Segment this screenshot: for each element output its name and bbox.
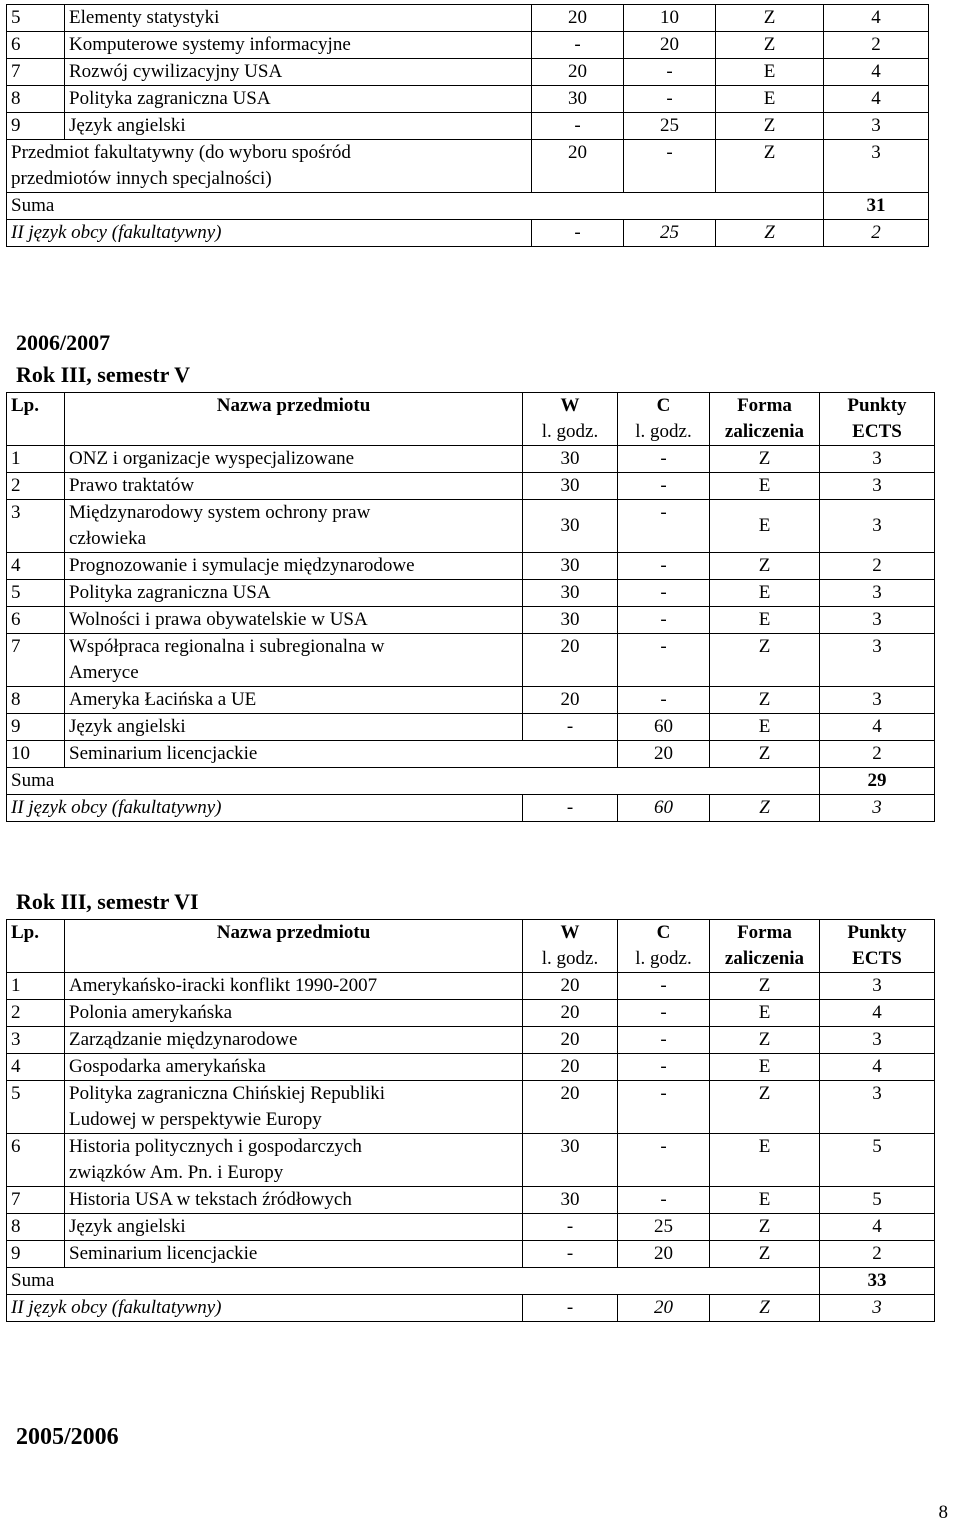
page-number: 8	[938, 1502, 948, 1523]
class-hours: -	[618, 687, 710, 714]
header-points-line: ECTS	[852, 948, 902, 969]
table-row	[7, 1081, 935, 1134]
table-previous-semester	[6, 4, 929, 247]
assessment-form: Z	[710, 553, 820, 580]
lecture-hours: 20	[532, 59, 624, 86]
row-number: 8	[7, 687, 65, 714]
assessment-form: E	[710, 500, 820, 553]
header-form-line: Forma	[737, 395, 792, 416]
sum-row	[7, 193, 929, 220]
table-semester-v	[6, 392, 935, 822]
header-points-line: Punkty	[847, 395, 907, 416]
row-number: 7	[7, 634, 65, 687]
subject-name: Rozwój cywilizacyjny USA	[65, 59, 532, 86]
header-form	[710, 393, 820, 446]
header-lp: Lp.	[7, 920, 65, 973]
lecture-hours: 20	[532, 5, 624, 32]
table-header	[7, 393, 935, 446]
class-hours: -	[618, 1081, 710, 1134]
subject-name: Język angielski	[65, 1214, 523, 1241]
ects-points: 3	[824, 113, 929, 140]
subject-name: Polonia amerykańska	[65, 1000, 523, 1027]
row-number: 4	[7, 1054, 65, 1081]
row-number: 7	[7, 1187, 65, 1214]
ects-points: 4	[824, 59, 929, 86]
lecture-hours: 30	[523, 1134, 618, 1187]
semester-vi-heading: Rok III, semestr VI	[16, 889, 199, 914]
header-lp: Lp.	[7, 393, 65, 446]
lecture-hours: 30	[532, 86, 624, 113]
table-row	[7, 5, 929, 32]
header-class-label: C	[656, 395, 671, 416]
assessment-form: Z	[710, 973, 820, 1000]
class-hours: 60	[618, 714, 710, 741]
subject-name: II język obcy (fakultatywny)	[7, 795, 523, 822]
assessment-form: Z	[710, 741, 820, 768]
lecture-hours: 20	[523, 1027, 618, 1054]
row-number: 8	[7, 1214, 65, 1241]
header-form	[710, 920, 820, 973]
ects-points: 3	[820, 607, 935, 634]
table-header	[7, 920, 935, 973]
row-number: 2	[7, 1000, 65, 1027]
ects-points: 4	[820, 1000, 935, 1027]
second-language-row	[7, 1295, 935, 1322]
header-lecture-unit: l. godz.	[541, 948, 599, 969]
lecture-hours: -	[523, 795, 618, 822]
class-hours: -	[618, 580, 710, 607]
assessment-form: E	[710, 1000, 820, 1027]
assessment-form: E	[716, 59, 824, 86]
lecture-hours: -	[523, 1214, 618, 1241]
assessment-form: Z	[710, 1081, 820, 1134]
class-hours: 20	[624, 32, 716, 59]
row-number: 6	[7, 32, 65, 59]
subject-name	[7, 140, 532, 193]
assessment-form: E	[710, 473, 820, 500]
header-lecture-label: W	[560, 395, 580, 416]
subject-name-line: Polityka zagraniczna Chińskiej Republiki	[69, 1083, 386, 1104]
assessment-form: Z	[716, 113, 824, 140]
header-form-line: zaliczenia	[724, 421, 805, 442]
class-hours: -	[618, 446, 710, 473]
row-number: 5	[7, 580, 65, 607]
lecture-hours: -	[523, 1241, 618, 1268]
ects-points: 3	[824, 140, 929, 193]
header-points-line: Punkty	[847, 922, 907, 943]
assessment-form: E	[716, 86, 824, 113]
semester-v-heading: Rok III, semestr V	[16, 362, 190, 387]
assessment-form: E	[710, 1187, 820, 1214]
header-lecture-unit: l. godz.	[541, 421, 599, 442]
subject-name: Komputerowe systemy informacyjne	[65, 32, 532, 59]
lecture-hours: 30	[523, 580, 618, 607]
table-row	[7, 1241, 935, 1268]
subject-name: Język angielski	[65, 714, 523, 741]
class-hours: -	[618, 607, 710, 634]
header-form-line: Forma	[737, 922, 792, 943]
class-hours: -	[618, 1054, 710, 1081]
lecture-hours: 30	[523, 473, 618, 500]
lecture-hours: -	[523, 714, 618, 741]
assessment-form: E	[710, 580, 820, 607]
ects-points: 3	[820, 634, 935, 687]
subject-name: Seminarium licencjackie	[65, 741, 618, 768]
ects-points: 4	[820, 714, 935, 741]
lecture-hours: 30	[523, 607, 618, 634]
ects-points: 3	[820, 446, 935, 473]
assessment-form: Z	[710, 1214, 820, 1241]
subject-name	[65, 1134, 523, 1187]
row-number: 9	[7, 714, 65, 741]
row-number: 6	[7, 607, 65, 634]
assessment-form: Z	[710, 687, 820, 714]
subject-name: ONZ i organizacje wyspecjalizowane	[65, 446, 523, 473]
ects-points: 5	[820, 1187, 935, 1214]
row-number: 1	[7, 973, 65, 1000]
class-hours: -	[618, 500, 710, 553]
sum-row	[7, 1268, 935, 1295]
header-form-line: zaliczenia	[724, 948, 805, 969]
class-hours: 20	[618, 1241, 710, 1268]
table-row	[7, 473, 935, 500]
subject-name: Prawo traktatów	[65, 473, 523, 500]
class-hours: -	[624, 140, 716, 193]
subject-name-line: Międzynarodowy system ochrony praw	[69, 502, 371, 523]
row-number: 2	[7, 473, 65, 500]
ects-points: 3	[820, 500, 935, 553]
row-number: 5	[7, 1081, 65, 1134]
class-hours: -	[618, 473, 710, 500]
assessment-form: Z	[716, 5, 824, 32]
subject-name-line: Ameryce	[69, 662, 139, 683]
table-row	[7, 500, 935, 553]
sum-value: 31	[824, 193, 929, 220]
lecture-hours: -	[532, 113, 624, 140]
assessment-form: Z	[716, 140, 824, 193]
class-hours: -	[618, 634, 710, 687]
assessment-form: Z	[710, 1295, 820, 1322]
header-class-unit: l. godz.	[635, 948, 692, 969]
row-number: 1	[7, 446, 65, 473]
subject-name-line: Historia politycznych i gospodarczych	[69, 1136, 362, 1157]
assessment-form: E	[710, 714, 820, 741]
table-row-elective	[7, 140, 929, 193]
row-number: 7	[7, 59, 65, 86]
ects-points: 2	[820, 1241, 935, 1268]
table-row	[7, 1134, 935, 1187]
subject-name-line: Współpraca regionalna i subregionalna w	[69, 636, 385, 657]
ects-points: 4	[824, 86, 929, 113]
subject-name-line: Ludowej w perspektywie Europy	[69, 1109, 322, 1130]
row-number: 8	[7, 86, 65, 113]
ects-points: 3	[820, 795, 935, 822]
row-number: 5	[7, 5, 65, 32]
table-row	[7, 86, 929, 113]
sum-value: 29	[820, 768, 935, 795]
header-class-label: C	[656, 922, 671, 943]
assessment-form: Z	[710, 446, 820, 473]
class-hours: 60	[618, 795, 710, 822]
assessment-form: Z	[710, 795, 820, 822]
ects-points: 3	[820, 580, 935, 607]
lecture-hours: 20	[523, 1081, 618, 1134]
table-semester-vi	[6, 919, 935, 1322]
subject-name: Gospodarka amerykańska	[65, 1054, 523, 1081]
next-year-heading: 2005/2006	[16, 1424, 119, 1450]
table-row	[7, 113, 929, 140]
class-hours: 25	[624, 220, 716, 247]
header-class	[618, 393, 710, 446]
subject-name	[65, 1081, 523, 1134]
table-row	[7, 714, 935, 741]
table-row	[7, 687, 935, 714]
sum-label: Suma	[7, 768, 820, 795]
sum-label: Suma	[7, 1268, 820, 1295]
row-number: 4	[7, 553, 65, 580]
assessment-form: E	[710, 607, 820, 634]
ects-points: 2	[824, 220, 929, 247]
table-row	[7, 741, 935, 768]
assessment-form: Z	[710, 1027, 820, 1054]
subject-name-line: przedmiotów innych specjalności)	[11, 168, 272, 189]
table-row	[7, 59, 929, 86]
subject-name: Historia USA w tekstach źródłowych	[65, 1187, 523, 1214]
sum-value: 33	[820, 1268, 935, 1295]
subject-name: Polityka zagraniczna USA	[65, 580, 523, 607]
lecture-hours: 30	[523, 446, 618, 473]
subject-name: II język obcy (fakultatywny)	[7, 1295, 523, 1322]
sum-label: Suma	[7, 193, 824, 220]
ects-points: 3	[820, 1027, 935, 1054]
table-row	[7, 607, 935, 634]
header-lecture-label: W	[560, 922, 580, 943]
table-row	[7, 580, 935, 607]
row-number: 9	[7, 1241, 65, 1268]
subject-name: Ameryka Łacińska a UE	[65, 687, 523, 714]
class-hours: -	[618, 973, 710, 1000]
lecture-hours: 30	[523, 553, 618, 580]
table-row	[7, 973, 935, 1000]
table-row	[7, 634, 935, 687]
row-number: 3	[7, 1027, 65, 1054]
year-heading: 2006/2007	[16, 330, 111, 355]
row-number: 9	[7, 113, 65, 140]
subject-name: Elementy statystyki	[65, 5, 532, 32]
ects-points: 4	[820, 1214, 935, 1241]
lecture-hours: 20	[532, 140, 624, 193]
ects-points: 3	[820, 973, 935, 1000]
class-hours: -	[624, 59, 716, 86]
class-hours: -	[618, 1000, 710, 1027]
assessment-form: Z	[716, 32, 824, 59]
row-number: 10	[7, 741, 65, 768]
table-row	[7, 446, 935, 473]
subject-name	[65, 500, 523, 553]
header-name: Nazwa przedmiotu	[65, 920, 523, 973]
lecture-hours: 20	[523, 634, 618, 687]
second-language-row	[7, 795, 935, 822]
assessment-form: Z	[710, 634, 820, 687]
table-row	[7, 1027, 935, 1054]
subject-name: Polityka zagraniczna USA	[65, 86, 532, 113]
class-hours: 20	[618, 741, 710, 768]
subject-name: Prognozowanie i symulacje międzynarodowe	[65, 553, 523, 580]
class-hours: 10	[624, 5, 716, 32]
ects-points: 3	[820, 687, 935, 714]
subject-name: Seminarium licencjackie	[65, 1241, 523, 1268]
assessment-form: Z	[716, 220, 824, 247]
lecture-hours: 30	[523, 500, 618, 553]
header-points	[820, 393, 935, 446]
class-hours: -	[618, 1027, 710, 1054]
ects-points: 3	[820, 473, 935, 500]
ects-points: 3	[820, 1081, 935, 1134]
ects-points: 5	[820, 1134, 935, 1187]
ects-points: 4	[824, 5, 929, 32]
lecture-hours: -	[532, 32, 624, 59]
subject-name	[65, 634, 523, 687]
header-class	[618, 920, 710, 973]
sum-row	[7, 768, 935, 795]
class-hours: 25	[624, 113, 716, 140]
lecture-hours: 20	[523, 687, 618, 714]
table-row	[7, 32, 929, 59]
lecture-hours: 30	[523, 1187, 618, 1214]
class-hours: -	[618, 1134, 710, 1187]
class-hours: -	[618, 553, 710, 580]
class-hours: 20	[618, 1295, 710, 1322]
subject-name-line: człowieka	[69, 528, 147, 549]
lecture-hours: -	[523, 1295, 618, 1322]
header-points-line: ECTS	[852, 421, 902, 442]
assessment-form: E	[710, 1134, 820, 1187]
subject-name: II język obcy (fakultatywny)	[7, 220, 532, 247]
table-row	[7, 1054, 935, 1081]
subject-name: Amerykańsko-iracki konflikt 1990-2007	[65, 973, 523, 1000]
subject-name: Zarządzanie międzynarodowe	[65, 1027, 523, 1054]
lecture-hours: 20	[523, 1000, 618, 1027]
assessment-form: E	[710, 1054, 820, 1081]
class-hours: -	[618, 1187, 710, 1214]
ects-points: 2	[820, 741, 935, 768]
subject-name: Wolności i prawa obywatelskie w USA	[65, 607, 523, 634]
header-name: Nazwa przedmiotu	[65, 393, 523, 446]
table-row	[7, 1000, 935, 1027]
row-number: 3	[7, 500, 65, 553]
header-points	[820, 920, 935, 973]
table-row	[7, 553, 935, 580]
lecture-hours: -	[532, 220, 624, 247]
header-lecture	[523, 393, 618, 446]
header-class-unit: l. godz.	[635, 421, 692, 442]
lecture-hours: 20	[523, 973, 618, 1000]
subject-name-line: Przedmiot fakultatywny (do wyboru spośród	[11, 142, 351, 163]
subject-name-line: związków Am. Pn. i Europy	[69, 1162, 284, 1183]
class-hours: 25	[618, 1214, 710, 1241]
table-row	[7, 1214, 935, 1241]
assessment-form: Z	[710, 1241, 820, 1268]
second-language-row	[7, 220, 929, 247]
class-hours: -	[624, 86, 716, 113]
row-number: 6	[7, 1134, 65, 1187]
table-row	[7, 1187, 935, 1214]
header-lecture	[523, 920, 618, 973]
ects-points: 4	[820, 1054, 935, 1081]
ects-points: 2	[820, 553, 935, 580]
lecture-hours: 20	[523, 1054, 618, 1081]
ects-points: 3	[820, 1295, 935, 1322]
subject-name: Język angielski	[65, 113, 532, 140]
ects-points: 2	[824, 32, 929, 59]
